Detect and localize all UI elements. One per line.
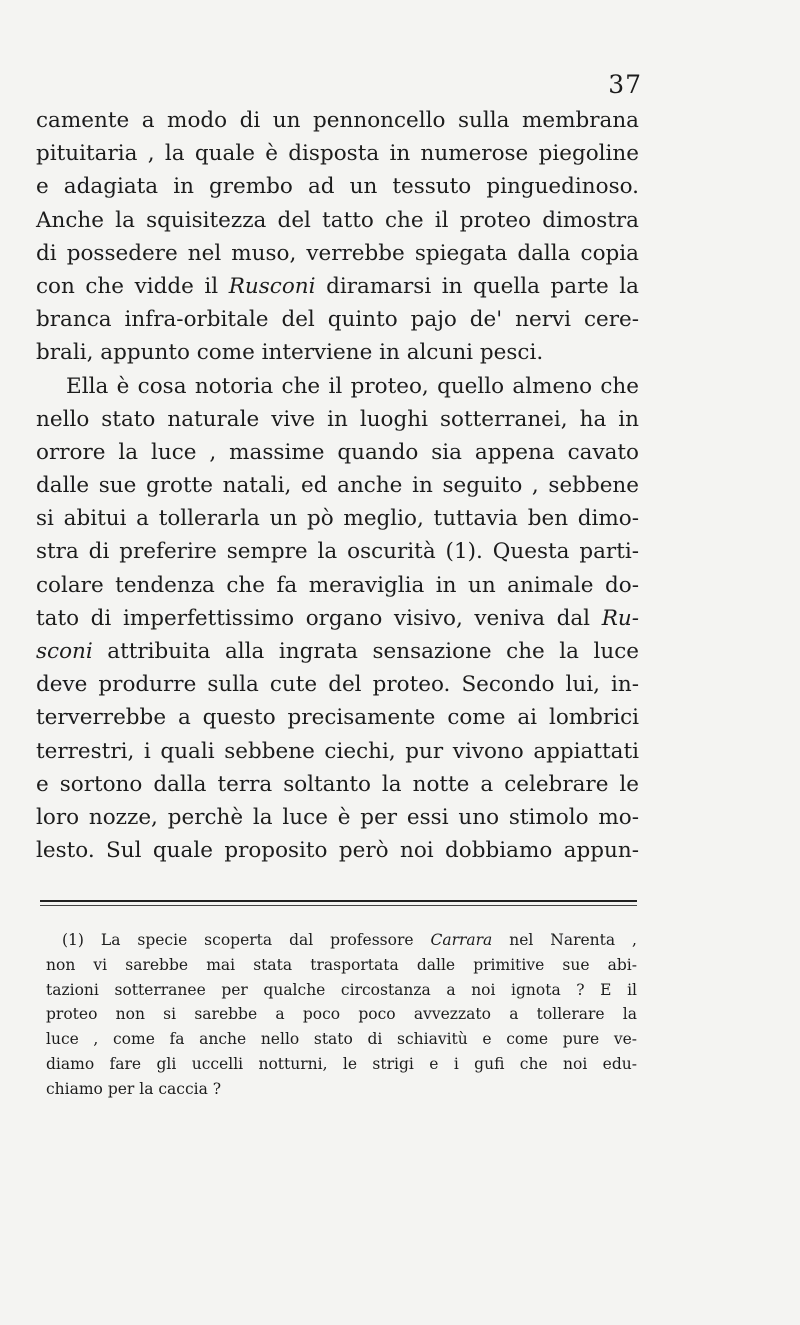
- body-line-11: orrore la luce , massime quando sia appena cavato: [36, 439, 639, 465]
- footnote-marker: (1): [62, 931, 84, 949]
- body-line-9: Ella è cosa notoria che il proteo, quello almeno che: [66, 373, 639, 399]
- body-line-7: branca infra-orbitale del quinto pajo de' nervi cere-: [36, 307, 639, 333]
- body-line-14: stra di preferire sempre la oscurità (1). Questa parti-: [36, 539, 639, 565]
- body-line-6-a: con che vidde il: [36, 273, 229, 299]
- body-line-2: pituitaria , la quale è disposta in numerose piegoline: [36, 141, 639, 167]
- body-line-3: e adagiata in grembo ad un tessuto pinguedinoso.: [36, 174, 639, 200]
- footnote-separator-rule: [40, 900, 637, 902]
- body-line-19: terverrebbe a questo precisamente come ai lombrici: [36, 705, 639, 731]
- body-line-12: dalle sue grotte natali, ed anche in seguito , sebbene: [36, 473, 639, 499]
- body-line-16-a: tato di imperfettissimo organo visivo, veniva dal: [36, 605, 602, 631]
- body-line-17-b: attribuita alla ingrata sensazione che la luce: [92, 639, 639, 664]
- body-line-13: si abitui a tollerarla un pò meglio, tuttavia ben dimo-: [36, 506, 639, 532]
- body-line-16: [36, 602, 639, 635]
- body-line-23: lesto. Sul quale proposito però noi dobbiamo appun-: [36, 838, 639, 864]
- footnote-line-1-a: La specie scoperta dal professore: [83, 931, 431, 949]
- footnote-line-4: proteo non si sarebbe a poco poco avvezzato a tollerare la: [46, 1005, 637, 1024]
- italic-name-sconi: sconi: [36, 639, 93, 664]
- body-line-8: brali, appunto come interviene in alcuni pesci.: [36, 340, 544, 366]
- body-line-10: nello stato naturale vive in luoghi sotterranei, ha in: [36, 406, 639, 432]
- footnote-line-1: [46, 928, 637, 953]
- body-line-5: di possedere nel muso, verrebbe spiegata dalla copia: [36, 240, 639, 266]
- footnote-line-3: tazioni sotterranee per qualche circostanza a noi ignota ? E il: [46, 980, 637, 999]
- body-line-4: Anche la squisitezza del tatto che il proteo dimostra: [36, 207, 639, 233]
- footnote: [46, 928, 637, 1102]
- italic-name-carrara: Carrara: [430, 931, 493, 949]
- footnote-line-6: diamo fare gli uccelli notturni, le strigi e i gufi che noi edu-: [46, 1054, 637, 1073]
- body-line-20: terrestri, i quali sebbene ciechi, pur vivono appiattati: [36, 738, 639, 764]
- body-line-6: [36, 270, 639, 303]
- body-line-15: colare tendenza che fa meraviglia in un animale do-: [36, 572, 639, 598]
- footnote-line-2: non vi sarebbe mai stata trasportata dalle primitive sue abi-: [46, 955, 637, 974]
- page-number: 37: [608, 70, 642, 99]
- body-line-17: [36, 635, 639, 668]
- body-line-18: deve produrre sulla cute del proteo. Secondo lui, in-: [36, 672, 639, 698]
- footnote-line-1-b: nel Narenta ,: [492, 931, 637, 949]
- body-line-6-b: diramarsi in quella parte la: [315, 273, 640, 299]
- body-text: [36, 104, 639, 867]
- italic-name-ru: Ru-: [601, 605, 639, 631]
- body-line-1: camente a modo di un pennoncello sulla membrana: [36, 108, 639, 133]
- footnote-separator-rule-thin: [40, 905, 637, 906]
- body-line-21: e sortono dalla terra soltanto la notte a celebrare le: [36, 771, 639, 797]
- italic-name-rusconi: Rusconi: [228, 273, 316, 299]
- body-line-22: loro nozze, perchè la luce è per essi uno stimolo mo-: [36, 804, 639, 830]
- footnote-line-7: chiamo per la caccia ?: [46, 1079, 222, 1098]
- footnote-line-5: luce , come fa anche nello stato di schiavitù e come pure ve-: [46, 1030, 637, 1049]
